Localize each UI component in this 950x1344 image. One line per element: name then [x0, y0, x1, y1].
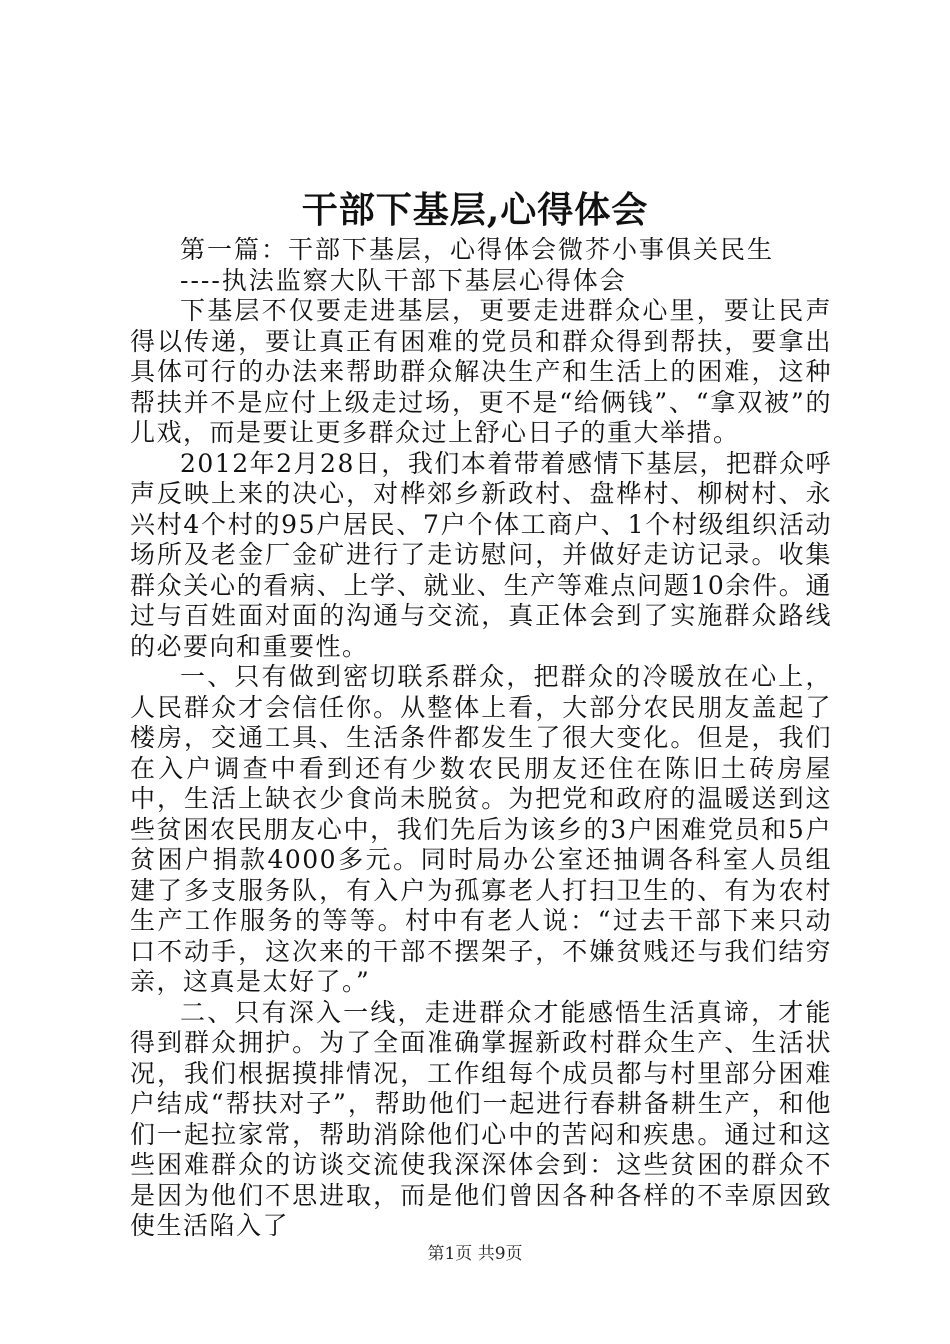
page-number-footer: 第1页 共9页 [427, 1244, 523, 1264]
subheading-chapter: 第一篇：干部下基层，心得体会微芥小事俱关民生 [180, 235, 775, 264]
document-title: 干部下基层,心得体会 [301, 189, 649, 231]
paragraph-3: 一、只有做到密切联系群众，把群众的冷暖放在心上，人民群众才会信任你。从整体上看，大部分农民朋友盖起了楼房，交通工具、生活条件都发生了很大变化。但是，我们在入户调查中看到还有少数农民朋友还住在陈旧土砖房屋中，生活上缺衣少食尚未脱贫。为把党和政府的温暖送到这些贫困农民朋友心中，我们先后为该乡的3户困难党员和5户贫困户捐款4000多元。同时局办公室还抽调各科室人员组建了多支服务队，有入户为孤寡老人打扫卫生的、有为农村生产工作服务的等等。村中有老人说：“过去干部下来只动口不动手，这次来的干部不摆架子，不嫌贫贱还与我们结穷亲，这真是太好了。” [130, 662, 832, 996]
paragraph-2: 2012年2月28日，我们本着带着感情下基层，把群众呼声反映上来的决心，对桦郊乡新政村、盘桦村、柳树村、永兴村4个村的95户居民、7户个体工商户、1个村级组织活动场所及老金厂金矿进行了走访慰问，并做好走访记录。收集群众关心的看病、上学、就业、生产等难点问题10余件。通过与百姓面对面的沟通与交流，真正体会到了实施群众路线的必要向和重要性。 [130, 448, 832, 661]
subheading-source: ----执法监察大队干部下基层心得体会 [180, 265, 627, 295]
paragraph-4: 二、只有深入一线，走进群众才能感悟生活真谛，才能得到群众拥护。为了全面准确掌握新政村群众生产、生活状况，我们根据摸排情况，工作组每个成员都与村里部分困难户结成“帮扶对子”，帮助他们一起进行春耕备耕生产，和他们一起拉家常，帮助消除他们心中的苦闷和疾患。通过和这些困难群众的访谈交流使我深深体会到：这些贫困的群众不是因为他们不思进取，而是他们曾因各种各样的不幸原因致使生活陷入了 [130, 997, 832, 1240]
paragraph-1: 下基层不仅要走进基层，更要走进群众心里，要让民声得以传递，要让真正有困难的党员和群众得到帮扶，要拿出具体可行的办法来帮助群众解决生产和生活上的困难，这种帮扶并不是应付上级走过场，更不是“给俩钱”、“拿双被”的儿戏，而是要让更多群众过上舒心日子的重大举措。 [130, 296, 832, 447]
document-body [130, 235, 832, 1242]
